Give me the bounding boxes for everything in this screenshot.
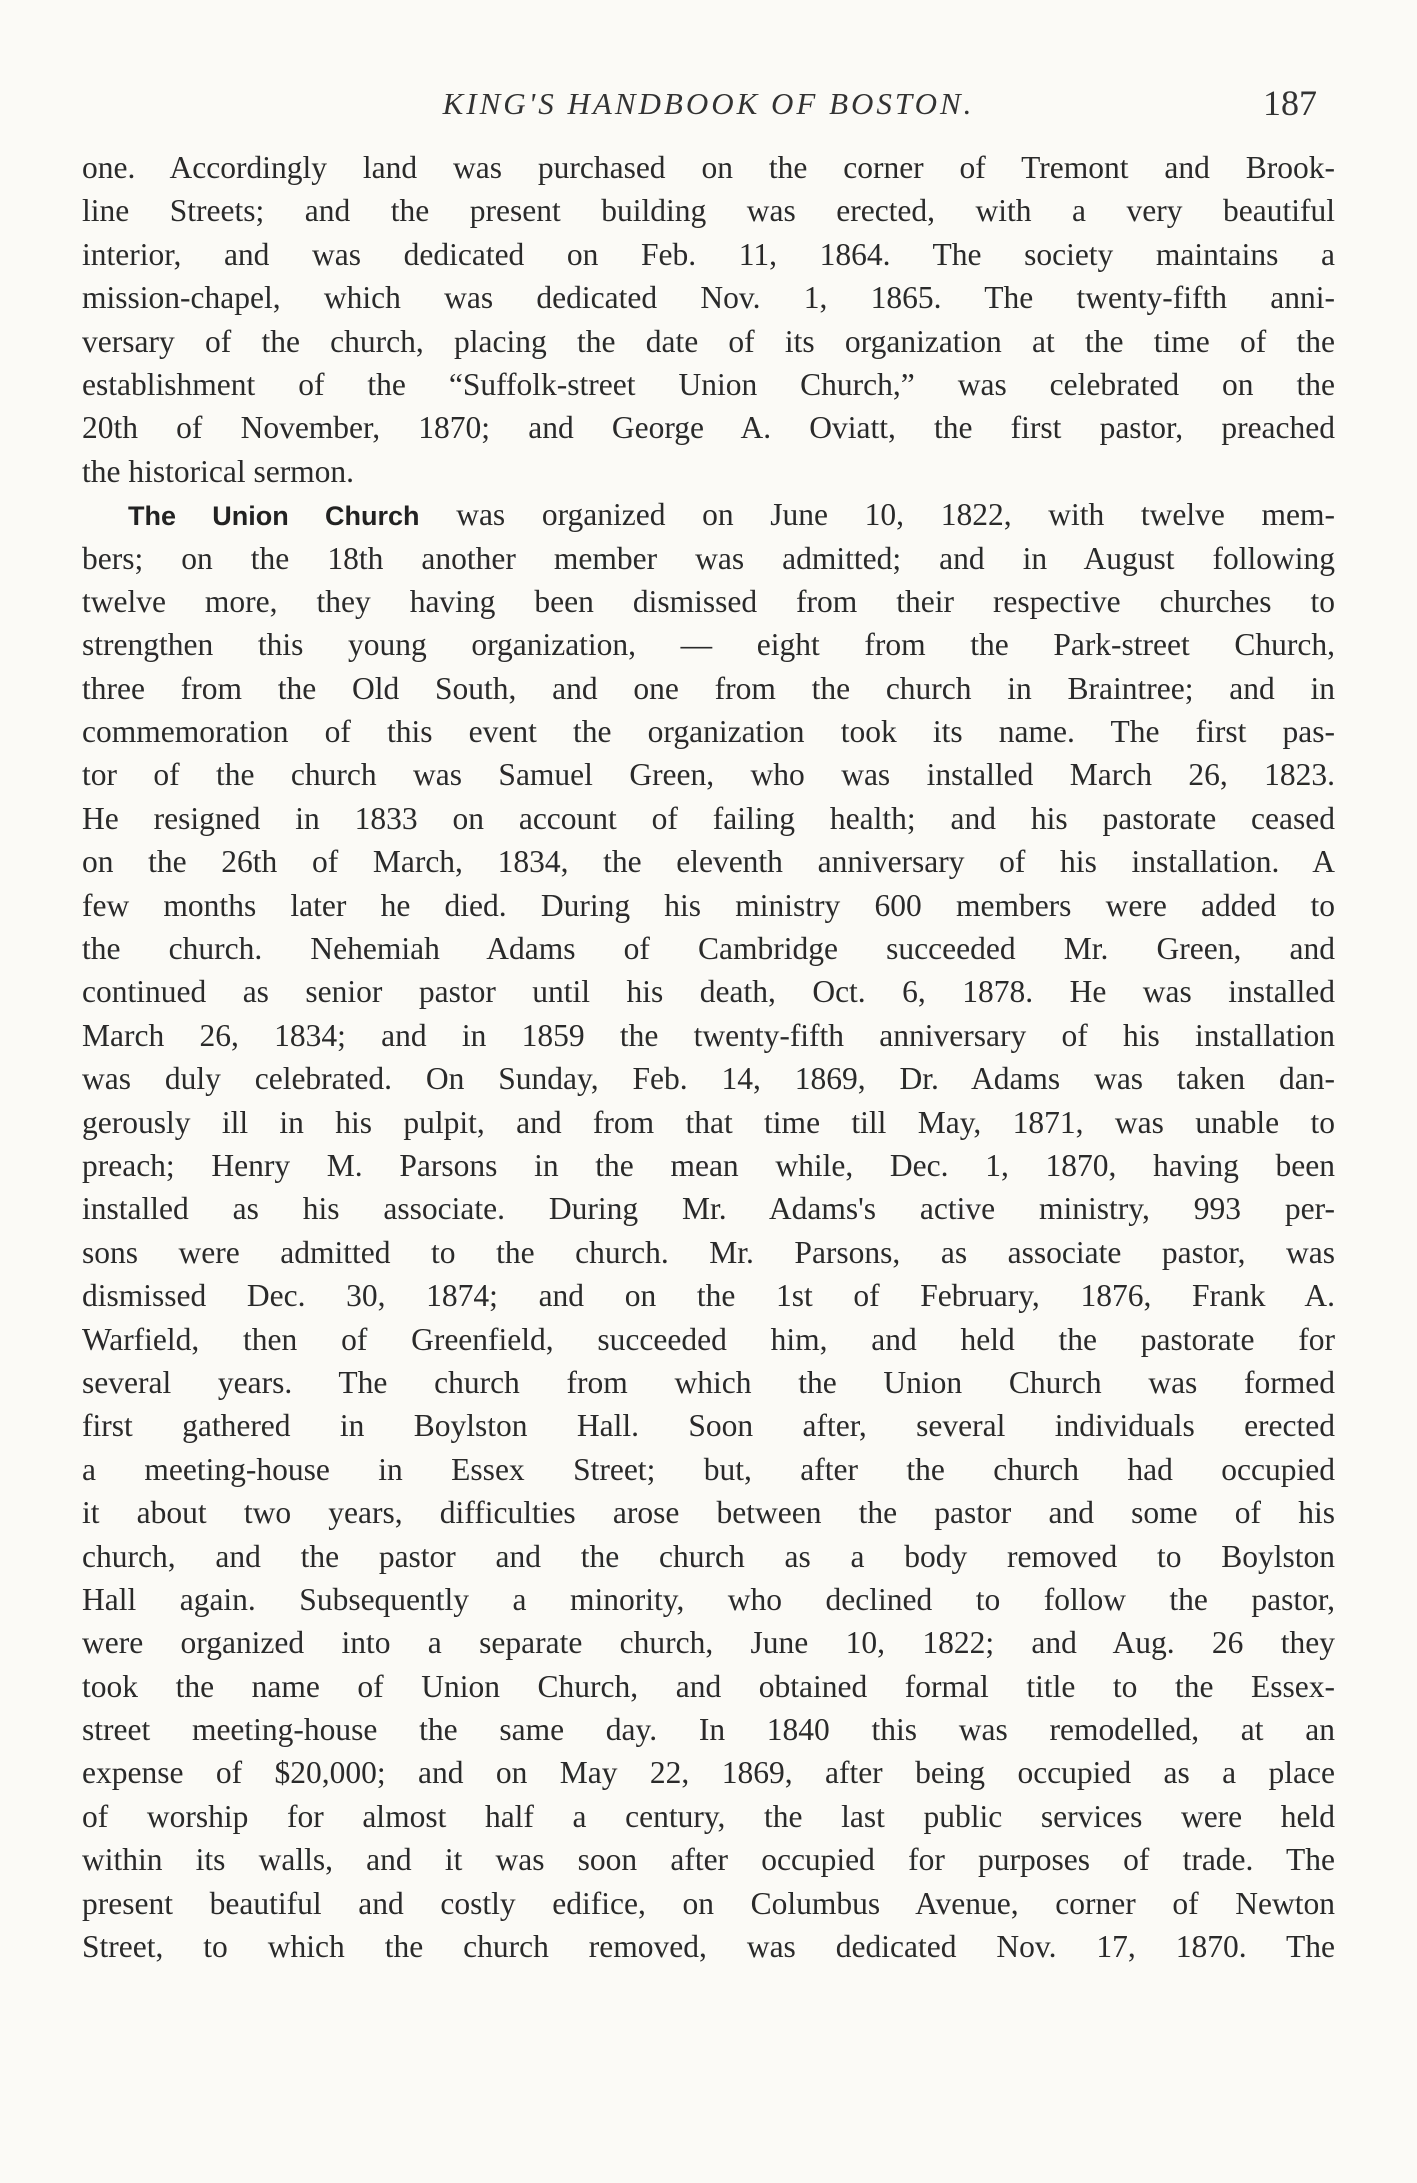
text-line: first gathered in Boylston Hall. Soon after, several individuals erected [82, 1408, 1335, 1444]
text-line: Hall again. Subsequently a minority, who declined to follow the pastor, [82, 1581, 1335, 1617]
text-line: dismissed Dec. 30, 1874; and on the 1st of February, 1876, Frank A. [82, 1278, 1335, 1314]
text-line: interior, and was dedicated on Feb. 11, 1864. The society maintains a [82, 236, 1335, 272]
text-line: sons were admitted to the church. Mr. Parsons, as associate pastor, was [82, 1234, 1335, 1270]
text-line: gerously ill in his pulpit, and from that time till May, 1871, was unable to [82, 1104, 1335, 1140]
text-line: Street, to which the church removed, was dedicated Nov. 17, 1870. The [82, 1929, 1335, 1965]
text-line: few months later he died. During his ministry 600 members were added to [82, 887, 1335, 923]
text-line: 20th of November, 1870; and George A. Oviatt, the first pastor, preached [82, 410, 1335, 446]
text-line: street meeting-house the same day. In 1840 this was remodelled, at an [82, 1712, 1335, 1748]
text-line: one. Accordingly land was purchased on the corner of Tremont and Brook- [82, 150, 1335, 185]
text-line: Warfield, then of Greenfield, succeeded him, and held the pastorate for [82, 1321, 1335, 1357]
text-line: versary of the church, placing the date of its organization at the time of the [82, 323, 1335, 359]
text-line: establishment of the “Suffolk-street Union Church,” was celebrated on the [82, 366, 1335, 402]
text-line: expense of $20,000; and on May 22, 1869, after being occupied as a place [82, 1755, 1335, 1791]
section-lead-phrase: The Union Church [128, 501, 420, 532]
paragraph-continued [82, 146, 1335, 493]
text-line: it about two years, difficulties arose between the pastor and some of his [82, 1495, 1335, 1531]
page-number: 187 [1263, 83, 1317, 123]
text-line: He resigned in 1833 on account of failing health; and his pastorate ceased [82, 800, 1335, 836]
text-line: commemoration of this event the organization took its name. The first pas- [82, 714, 1335, 750]
paragraph-first-line [82, 493, 1335, 536]
text-line: installed as his associate. During Mr. Adams's active ministry, 993 per- [82, 1191, 1335, 1227]
paragraph-union-church [82, 493, 1335, 1968]
text-line: three from the Old South, and one from the church in Braintree; and in [82, 670, 1335, 706]
text-line: were organized into a separate church, June 10, 1822; and Aug. 26 they [82, 1625, 1335, 1661]
text-line: within its walls, and it was soon after occupied for purposes of trade. The [82, 1842, 1335, 1878]
text-line: continued as senior pastor until his death, Oct. 6, 1878. He was installed [82, 974, 1335, 1010]
text-line: bers; on the 18th another member was admitted; and in August following [82, 540, 1335, 576]
text-line: a meeting-house in Essex Street; but, after the church had occupied [82, 1451, 1335, 1487]
text-line: mission-chapel, which was dedicated Nov. 1, 1865. The twenty-fifth anni- [82, 280, 1335, 316]
first-line-text: was organized on June 10, 1822, with twelve mem- [419, 497, 1335, 533]
text-line: twelve more, they having been dismissed from their respective churches to [82, 583, 1335, 619]
text-line: preach; Henry M. Parsons in the mean while, Dec. 1, 1870, having been [82, 1147, 1335, 1183]
text-line: present beautiful and costly edifice, on Columbus Avenue, corner of Newton [82, 1885, 1335, 1921]
text-line: took the name of Union Church, and obtained formal title to the Essex- [82, 1668, 1335, 1704]
text-line: strengthen this young organization, — eight from the Park-street Church, [82, 627, 1335, 663]
text-line: church, and the pastor and the church as a body removed to Boylston [82, 1538, 1335, 1574]
text-line: the historical sermon. [82, 453, 355, 489]
text-line: on the 26th of March, 1834, the eleventh anniversary of his installation. A [82, 844, 1335, 880]
running-title: KING'S HANDBOOK OF BOSTON. [442, 86, 975, 121]
text-line: several years. The church from which the Union Church was formed [82, 1364, 1335, 1400]
text-line: March 26, 1834; and in 1859 the twenty-fifth anniversary of his installation [82, 1017, 1335, 1053]
text-line: was duly celebrated. On Sunday, Feb. 14, 1869, Dr. Adams was taken dan- [82, 1061, 1335, 1097]
text-line: line Streets; and the present building was erected, with a very beautiful [82, 193, 1335, 229]
book-page [82, 82, 1335, 1968]
text-line: of worship for almost half a century, the last public services were held [82, 1798, 1335, 1834]
text-line: tor of the church was Samuel Green, who was installed March 26, 1823. [82, 757, 1335, 793]
running-head [82, 82, 1335, 132]
text-line: the church. Nehemiah Adams of Cambridge succeeded Mr. Green, and [82, 931, 1335, 967]
